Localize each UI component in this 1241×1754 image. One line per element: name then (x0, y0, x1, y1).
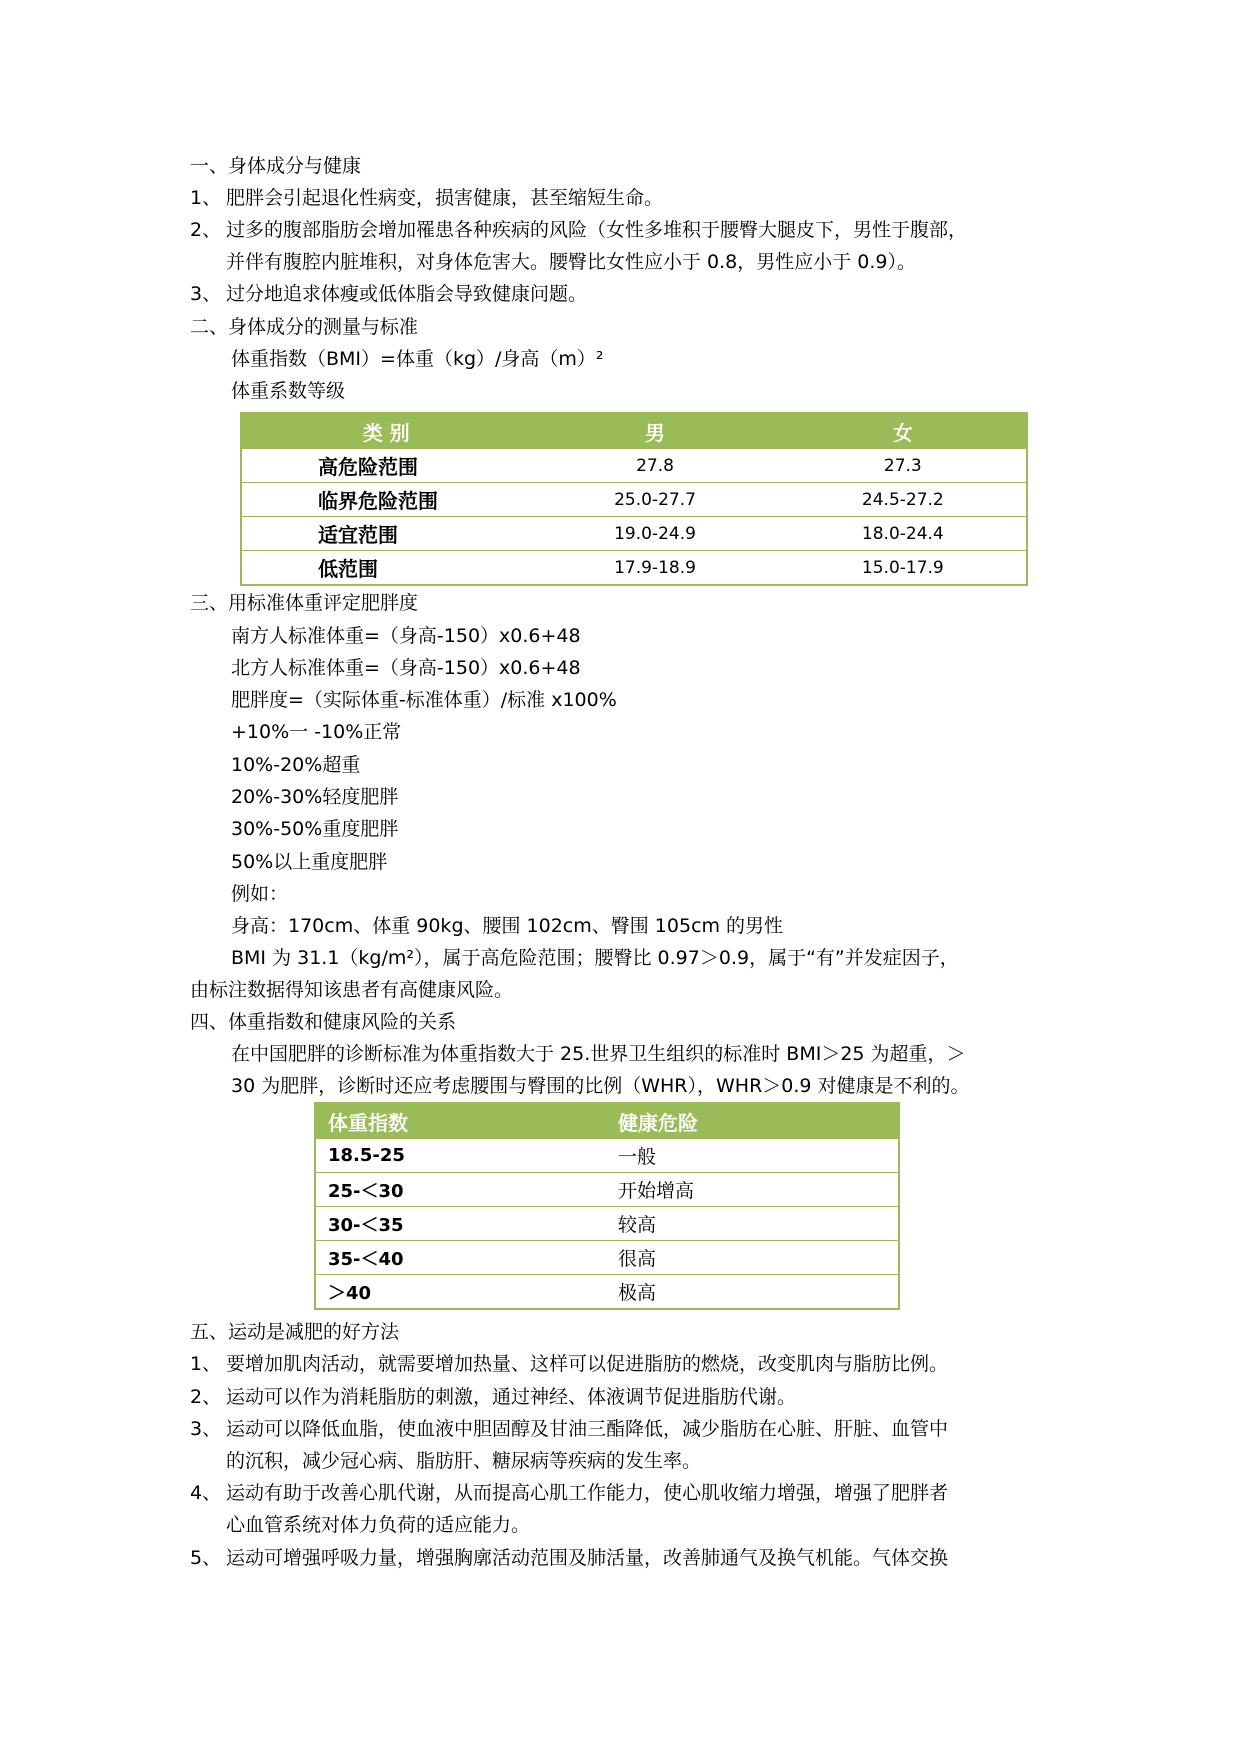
table-row (315, 1241, 899, 1275)
cell-category: 临界危险范围 (241, 483, 530, 517)
cell-male: 19.0-24.9 (530, 517, 779, 551)
item-number: 2、 (190, 219, 222, 241)
col-header-category: 类 别 (241, 413, 530, 449)
cell-female: 18.0-24.4 (780, 517, 1027, 551)
item-text: 运动有助于改善心肌代谢，从而提高心肌工作能力，使心肌收缩力增强，增强了肥胖者 (226, 1482, 949, 1504)
example-label: 例如： (231, 883, 289, 905)
table-row (315, 1139, 899, 1173)
s5-item-4 (190, 1477, 948, 1509)
s1-item-2 (190, 214, 967, 246)
item-text: 肥胖会引起退化性病变，损害健康，甚至缩短生命。 (226, 187, 664, 209)
col-header-bmi: 体重指数 (315, 1103, 606, 1139)
s4-paragraph-line-2: 30 为肥胖，诊断时还应考虑腰围与臀围的比例（WHR），WHR＞0.9 对健康是不利的。 (231, 1075, 970, 1097)
cell-risk: 较高 (606, 1207, 899, 1241)
cell-risk: 极高 (606, 1275, 899, 1310)
cell-risk: 开始增高 (606, 1173, 899, 1207)
formula-north: 北方人标准体重=（身高-150）x0.6+48 (231, 657, 581, 679)
cell-risk: 一般 (606, 1139, 899, 1173)
table-row (241, 483, 1027, 517)
s1-item-3 (190, 278, 587, 310)
formula-south: 南方人标准体重=（身高-150）x0.6+48 (231, 625, 581, 647)
item-text: 运动可增强呼吸力量，增强胸廓活动范围及肺活量，改善肺通气及换气机能。气体交换 (226, 1547, 949, 1569)
section-1-title: 一、身体成分与健康 (190, 155, 362, 177)
s5-item-4-continuation: 心血管系统对体力负荷的适应能力。 (226, 1514, 531, 1536)
s5-item-3 (190, 1413, 948, 1445)
item-text: 过多的腹部脂肪会增加罹患各种疾病的风险（女性多堆积于腰臀大腿皮下，男性于腹部， (226, 219, 968, 241)
table-caption: 体重系数等级 (231, 380, 346, 402)
item-number: 4、 (190, 1482, 222, 1504)
section-4-title: 四、体重指数和健康风险的关系 (190, 1011, 457, 1033)
cell-bmi: 30-＜35 (315, 1207, 606, 1241)
col-header-male: 男 (530, 413, 779, 449)
s1-item-1 (190, 182, 663, 214)
item-number: 1、 (190, 187, 222, 209)
example-result-line-1: BMI 为 31.1（kg/m²），属于高危险范围；腰臀比 0.97＞0.9，属于“有”并发症因子， (231, 947, 959, 969)
health-risk-table (314, 1102, 900, 1310)
section-3-title: 三、用标准体重评定肥胖度 (190, 592, 419, 614)
bmi-grade-table (240, 412, 1028, 586)
cell-category: 适宜范围 (241, 517, 530, 551)
grade-severe: 50%以上重度肥胖 (231, 851, 388, 873)
item-text: 要增加肌肉活动，就需要增加热量、这样可以促进脂肪的燃烧，改变肌肉与脂肪比例。 (226, 1353, 949, 1375)
cell-male: 25.0-27.7 (530, 483, 779, 517)
cell-female: 27.3 (780, 449, 1027, 483)
col-header-risk: 健康危险 (606, 1103, 899, 1139)
item-number: 2、 (190, 1386, 222, 1408)
cell-male: 17.9-18.9 (530, 551, 779, 586)
item-number: 5、 (190, 1547, 222, 1569)
cell-risk: 很高 (606, 1241, 899, 1275)
cell-bmi: 18.5-25 (315, 1139, 606, 1173)
col-header-female: 女 (780, 413, 1027, 449)
table-row (315, 1275, 899, 1310)
table-row (241, 449, 1027, 483)
cell-bmi: 35-＜40 (315, 1241, 606, 1275)
table-row (241, 551, 1027, 586)
cell-bmi: 25-＜30 (315, 1173, 606, 1207)
bmi-formula: 体重指数（BMI）=体重（kg）/身高（m）² (231, 348, 604, 370)
grade-mild: 20%-30%轻度肥胖 (231, 786, 399, 808)
section-5-title: 五、运动是减肥的好方法 (190, 1321, 400, 1343)
cell-female: 15.0-17.9 (780, 551, 1027, 586)
grade-moderate: 30%-50%重度肥胖 (231, 818, 399, 840)
s5-item-3-continuation: 的沉积，减少冠心病、脂肪肝、糖尿病等疾病的发生率。 (226, 1450, 702, 1472)
grade-normal: +10%一 -10%正常 (231, 721, 402, 743)
cell-male: 27.8 (530, 449, 779, 483)
table-header-row (315, 1103, 899, 1139)
example-result-line-2: 由标注数据得知该患者有高健康风险。 (190, 979, 514, 1001)
item-text: 运动可以作为消耗脂肪的刺激，通过神经、体液调节促进脂肪代谢。 (226, 1386, 797, 1408)
item-text: 运动可以降低血脂，使血液中胆固醇及甘油三酯降低，减少脂肪在心脏、肝脏、血管中 (226, 1418, 949, 1440)
formula-obesity: 肥胖度=（实际体重-标准体重）/标准 x100% (231, 689, 617, 711)
table-row (241, 517, 1027, 551)
s4-paragraph-line-1: 在中国肥胖的诊断标准为体重指数大于 25.世界卫生组织的标准时 BMI＞25 为超重，＞ (231, 1043, 966, 1065)
cell-category: 低范围 (241, 551, 530, 586)
example-subject: 身高：170cm、体重 90kg、腰围 102cm、臀围 105cm 的男性 (231, 915, 784, 937)
grade-overweight: 10%-20%超重 (231, 754, 361, 776)
section-2-title: 二、身体成分的测量与标准 (190, 316, 419, 338)
item-text: 过分地追求体瘦或低体脂会导致健康问题。 (226, 283, 588, 305)
cell-bmi: ＞40 (315, 1275, 606, 1310)
cell-female: 24.5-27.2 (780, 483, 1027, 517)
item-number: 3、 (190, 283, 222, 305)
item-number: 1、 (190, 1353, 222, 1375)
s5-item-1 (190, 1348, 948, 1380)
s5-item-5 (190, 1542, 948, 1574)
table-row (315, 1173, 899, 1207)
table-header-row (241, 413, 1027, 449)
cell-category: 高危险范围 (241, 449, 530, 483)
table-row (315, 1207, 899, 1241)
item-number: 3、 (190, 1418, 222, 1440)
s1-item-2-continuation: 并伴有腹腔内脏堆积，对身体危害大。腰臀比女性应小于 0.8，男性应小于 0.9）。 (226, 251, 917, 273)
s5-item-2 (190, 1381, 796, 1413)
